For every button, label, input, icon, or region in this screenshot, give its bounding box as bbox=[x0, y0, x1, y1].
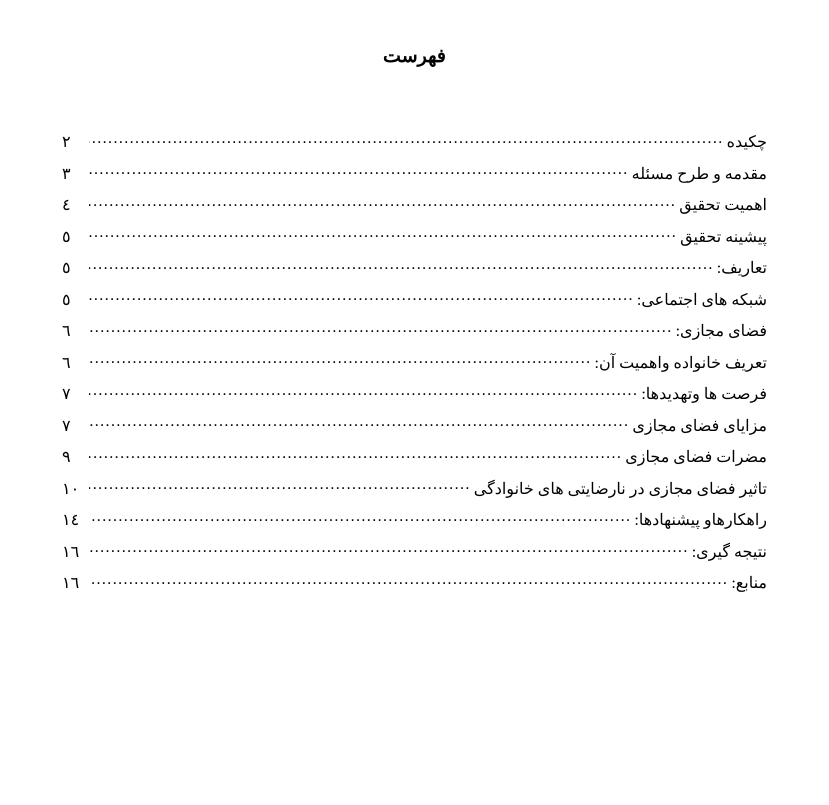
toc-entry-label: فرصت ها وتهدیدها: bbox=[641, 386, 767, 403]
toc-entry-page-number: ٢ bbox=[62, 134, 71, 151]
toc-entry-page-number: ١٤ bbox=[62, 512, 80, 529]
toc-entry-label: پیشینه تحقیق bbox=[680, 228, 767, 246]
toc-leader-dots bbox=[89, 226, 677, 242]
toc-leader-dots bbox=[89, 163, 629, 179]
toc-entry[interactable] bbox=[62, 194, 767, 214]
toc-leader-dots bbox=[89, 257, 714, 273]
toc-entry-page-number: ١٦ bbox=[62, 575, 80, 592]
toc-entry[interactable] bbox=[62, 257, 767, 277]
toc-entry[interactable] bbox=[62, 509, 767, 529]
toc-entry[interactable] bbox=[62, 131, 767, 151]
toc-entry-page-number: ١٠ bbox=[62, 480, 80, 498]
toc-entry-label: چکیده bbox=[726, 134, 767, 151]
toc-leader-dots bbox=[89, 383, 638, 399]
document-page bbox=[0, 45, 829, 805]
toc-leader-dots bbox=[89, 415, 629, 431]
toc-entry-label: شبکه های اجتماعی: bbox=[636, 291, 767, 309]
toc-entry-label: مضرات فضای مجازی bbox=[625, 449, 767, 466]
toc-entry-page-number: ٦ bbox=[62, 354, 71, 372]
toc-entry-label: راهکارهاو پیشنهادها: bbox=[634, 512, 767, 529]
toc-entry-label: اهمیت تحقیق bbox=[679, 197, 767, 214]
toc-entry-label: منابع: bbox=[731, 575, 767, 592]
toc-leader-dots bbox=[89, 194, 676, 210]
toc-entry[interactable] bbox=[62, 383, 767, 403]
toc-entry-label: تعاریف: bbox=[716, 260, 767, 277]
toc-entry-label: نتیجه گیری: bbox=[691, 543, 767, 561]
toc-entry[interactable] bbox=[62, 320, 767, 340]
toc-entry-page-number: ٥ bbox=[62, 260, 71, 277]
toc-entry-label: مقدمه و طرح مسئله bbox=[631, 165, 767, 183]
toc-entry-page-number: ٣ bbox=[62, 165, 71, 183]
toc-entry-page-number: ٥ bbox=[62, 228, 71, 246]
toc-leader-dots bbox=[89, 509, 631, 525]
toc-entry[interactable] bbox=[62, 352, 767, 372]
toc-entry-page-number: ٤ bbox=[62, 197, 71, 214]
toc-leader-dots bbox=[89, 352, 592, 368]
toc-entry[interactable] bbox=[62, 163, 767, 183]
toc-entry-label: مزایای فضای مجازی bbox=[632, 417, 767, 435]
toc-leader-dots bbox=[89, 131, 724, 147]
toc-leader-dots bbox=[89, 541, 689, 557]
table-of-contents bbox=[0, 131, 829, 592]
toc-entry[interactable] bbox=[62, 541, 767, 561]
toc-leader-dots bbox=[89, 478, 471, 494]
toc-leader-dots bbox=[89, 446, 622, 462]
toc-entry[interactable] bbox=[62, 415, 767, 435]
toc-entry[interactable] bbox=[62, 478, 767, 498]
toc-entry-page-number: ٥ bbox=[62, 291, 71, 309]
toc-entry-page-number: ٧ bbox=[62, 417, 71, 435]
page-title: فهرست bbox=[383, 46, 446, 67]
toc-entry-page-number: ٦ bbox=[62, 323, 71, 340]
toc-entry-label: فضای مجازی: bbox=[675, 323, 767, 340]
toc-entry[interactable] bbox=[62, 572, 767, 592]
toc-leader-dots bbox=[89, 289, 634, 305]
toc-entry-page-number: ٩ bbox=[62, 449, 71, 466]
toc-entry-label: تاثیر فضای مجازی در نارضایتی های خانوادگی bbox=[473, 480, 767, 498]
toc-entry-page-number: ٧ bbox=[62, 386, 71, 403]
toc-entry[interactable] bbox=[62, 289, 767, 309]
toc-leader-dots bbox=[89, 320, 673, 336]
toc-leader-dots bbox=[89, 572, 728, 588]
toc-entry[interactable] bbox=[62, 446, 767, 466]
toc-entry[interactable] bbox=[62, 226, 767, 246]
toc-entry-label: تعریف خانواده واهمیت آن: bbox=[594, 354, 767, 372]
toc-entry-page-number: ١٦ bbox=[62, 543, 80, 561]
